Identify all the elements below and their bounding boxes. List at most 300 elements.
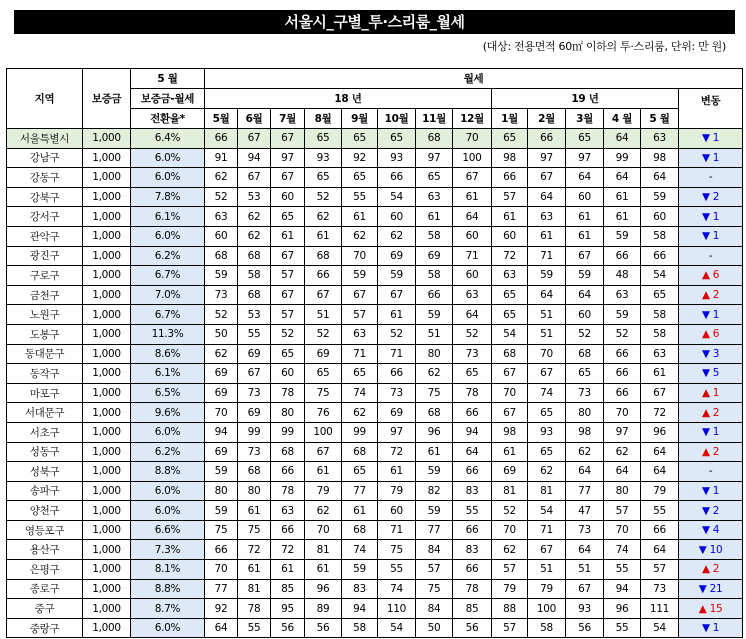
rent-cell: 76 <box>305 403 342 423</box>
conversion-rate-cell: 6.0% <box>131 481 205 501</box>
rent-cell: 67 <box>492 403 528 423</box>
rent-cell: 99 <box>604 148 641 168</box>
rent-cell: 62 <box>238 207 271 227</box>
rent-cell: 67 <box>271 285 305 305</box>
rent-cell: 98 <box>492 148 528 168</box>
rent-cell: 65 <box>305 364 342 384</box>
rent-cell: 94 <box>604 579 641 599</box>
rent-cell: 48 <box>604 266 641 286</box>
table-row <box>7 266 743 286</box>
deposit-cell: 1,000 <box>83 442 131 462</box>
rent-cell: 69 <box>378 246 416 266</box>
rent-cell: 62 <box>305 501 342 521</box>
change-cell: ▼ 2 <box>679 501 743 521</box>
rent-table <box>6 68 743 638</box>
rent-cell: 61 <box>566 226 604 246</box>
region-cell: 성동구 <box>7 442 83 462</box>
rent-cell: 58 <box>641 324 679 344</box>
rent-cell: 100 <box>453 148 492 168</box>
rent-cell: 81 <box>528 481 566 501</box>
rent-cell: 61 <box>238 560 271 580</box>
rent-cell: 52 <box>305 187 342 207</box>
rent-cell: 62 <box>238 226 271 246</box>
rent-cell: 59 <box>416 305 453 325</box>
rent-cell: 59 <box>342 266 378 286</box>
change-cell: ▼ 4 <box>679 520 743 540</box>
deposit-cell: 1,000 <box>83 579 131 599</box>
rent-cell: 67 <box>528 364 566 384</box>
change-cell: ▲ 1 <box>679 383 743 403</box>
conversion-rate-cell: 6.2% <box>131 442 205 462</box>
conversion-rate-cell: 6.0% <box>131 226 205 246</box>
rent-cell: 58 <box>416 266 453 286</box>
rent-cell: 70 <box>604 520 641 540</box>
rent-cell: 99 <box>238 422 271 442</box>
rent-cell: 72 <box>238 540 271 560</box>
deposit-cell: 1,000 <box>83 285 131 305</box>
rent-cell: 66 <box>604 344 641 364</box>
rent-cell: 62 <box>378 226 416 246</box>
rent-cell: 69 <box>238 403 271 423</box>
rent-cell: 79 <box>378 481 416 501</box>
rent-cell: 71 <box>378 520 416 540</box>
header-conv-bot: 전환율* <box>131 109 205 129</box>
rent-cell: 98 <box>566 422 604 442</box>
table-row <box>7 344 743 364</box>
rent-cell: 68 <box>305 246 342 266</box>
rent-cell: 52 <box>205 187 238 207</box>
rent-cell: 71 <box>378 344 416 364</box>
rent-cell: 54 <box>492 324 528 344</box>
region-cell: 금천구 <box>7 285 83 305</box>
table-row <box>7 540 743 560</box>
rent-cell: 58 <box>641 305 679 325</box>
rent-cell: 83 <box>453 481 492 501</box>
rent-cell: 67 <box>271 168 305 188</box>
header-conv-mid: 보증금-월세 <box>131 89 205 109</box>
deposit-cell: 1,000 <box>83 266 131 286</box>
rent-cell: 64 <box>641 442 679 462</box>
rent-cell: 62 <box>205 344 238 364</box>
rent-cell: 55 <box>604 560 641 580</box>
rent-cell: 88 <box>492 599 528 619</box>
conversion-rate-cell: 7.3% <box>131 540 205 560</box>
rent-cell: 93 <box>566 599 604 619</box>
rent-cell: 59 <box>342 560 378 580</box>
rent-cell: 64 <box>566 540 604 560</box>
conversion-rate-cell: 11.3% <box>131 324 205 344</box>
rent-cell: 64 <box>453 207 492 227</box>
rent-cell: 80 <box>238 481 271 501</box>
rent-cell: 60 <box>453 266 492 286</box>
change-cell: ▼ 1 <box>679 422 743 442</box>
change-cell: ▼ 3 <box>679 344 743 364</box>
rent-cell: 68 <box>271 442 305 462</box>
change-cell: ▼ 1 <box>679 207 743 227</box>
rent-cell: 61 <box>305 560 342 580</box>
table-row <box>7 462 743 482</box>
rent-cell: 84 <box>416 599 453 619</box>
rent-cell: 62 <box>342 226 378 246</box>
rent-cell: 64 <box>453 442 492 462</box>
rent-cell: 75 <box>238 520 271 540</box>
rent-cell: 66 <box>271 520 305 540</box>
table-row <box>7 285 743 305</box>
change-cell: ▼ 1 <box>679 305 743 325</box>
deposit-cell: 1,000 <box>83 422 131 442</box>
rent-cell: 77 <box>205 579 238 599</box>
page-title: 서울시_구별_투·스리룸_월세 <box>14 10 735 34</box>
header-month: 4 월 <box>604 109 641 129</box>
rent-cell: 63 <box>342 324 378 344</box>
rent-cell: 66 <box>453 520 492 540</box>
table-row <box>7 187 743 207</box>
rent-cell: 50 <box>416 618 453 638</box>
rent-cell: 68 <box>566 344 604 364</box>
table-row <box>7 501 743 521</box>
rent-cell: 66 <box>641 246 679 266</box>
rent-cell: 65 <box>342 462 378 482</box>
rent-cell: 67 <box>271 129 305 149</box>
rent-cell: 61 <box>378 462 416 482</box>
rent-cell: 54 <box>528 501 566 521</box>
rent-cell: 57 <box>416 560 453 580</box>
rent-cell: 70 <box>342 246 378 266</box>
rent-cell: 61 <box>604 187 641 207</box>
rent-cell: 66 <box>205 540 238 560</box>
conversion-rate-cell: 8.6% <box>131 344 205 364</box>
rent-cell: 58 <box>238 266 271 286</box>
rent-cell: 78 <box>271 383 305 403</box>
rent-cell: 61 <box>528 226 566 246</box>
rent-cell: 67 <box>238 168 271 188</box>
rent-cell: 66 <box>416 285 453 305</box>
rent-cell: 64 <box>566 462 604 482</box>
rent-cell: 55 <box>238 324 271 344</box>
rent-cell: 66 <box>453 403 492 423</box>
rent-cell: 57 <box>271 305 305 325</box>
rent-cell: 61 <box>271 226 305 246</box>
rent-cell: 52 <box>305 324 342 344</box>
rent-cell: 55 <box>378 560 416 580</box>
header-change: 변동 <box>679 89 743 129</box>
rent-cell: 79 <box>528 579 566 599</box>
table-row <box>7 618 743 638</box>
rent-cell: 66 <box>604 246 641 266</box>
rent-cell: 97 <box>378 422 416 442</box>
table-row <box>7 579 743 599</box>
change-cell: ▼ 1 <box>679 481 743 501</box>
header-year-18: 18 년 <box>205 89 492 109</box>
rent-cell: 67 <box>342 285 378 305</box>
rent-cell: 62 <box>492 540 528 560</box>
rent-cell: 57 <box>604 501 641 521</box>
rent-cell: 67 <box>641 383 679 403</box>
subtitle-note: (대상: 전용면적 60㎡ 이하의 투·스리룸, 단위: 만 원) <box>482 40 726 53</box>
table-row <box>7 403 743 423</box>
rent-cell: 65 <box>492 129 528 149</box>
rent-cell: 64 <box>641 168 679 188</box>
rent-cell: 52 <box>378 324 416 344</box>
rent-cell: 79 <box>305 481 342 501</box>
change-cell: ▼ 1 <box>679 129 743 149</box>
change-cell: ▲ 2 <box>679 285 743 305</box>
rent-cell: 61 <box>271 560 305 580</box>
region-cell: 용산구 <box>7 540 83 560</box>
rent-cell: 66 <box>492 168 528 188</box>
rent-cell: 96 <box>641 422 679 442</box>
region-cell: 서대문구 <box>7 403 83 423</box>
rent-cell: 68 <box>342 520 378 540</box>
rent-cell: 64 <box>528 285 566 305</box>
rent-cell: 71 <box>342 344 378 364</box>
table-row <box>7 599 743 619</box>
rent-cell: 67 <box>305 442 342 462</box>
rent-cell: 72 <box>271 540 305 560</box>
table-row <box>7 207 743 227</box>
region-cell: 구로구 <box>7 266 83 286</box>
header-deposit: 보증금 <box>83 69 131 129</box>
rent-cell: 54 <box>378 618 416 638</box>
rent-cell: 68 <box>238 462 271 482</box>
region-cell: 마포구 <box>7 383 83 403</box>
conversion-rate-cell: 6.7% <box>131 266 205 286</box>
header-rent: 월세 <box>205 69 743 89</box>
rent-cell: 55 <box>453 501 492 521</box>
deposit-cell: 1,000 <box>83 364 131 384</box>
rent-cell: 66 <box>453 462 492 482</box>
rent-cell: 64 <box>453 305 492 325</box>
rent-cell: 65 <box>641 285 679 305</box>
rent-cell: 52 <box>453 324 492 344</box>
conversion-rate-cell: 7.8% <box>131 187 205 207</box>
region-cell: 종로구 <box>7 579 83 599</box>
rent-cell: 57 <box>492 187 528 207</box>
rent-cell: 51 <box>528 305 566 325</box>
rent-cell: 73 <box>378 383 416 403</box>
rent-cell: 80 <box>271 403 305 423</box>
rent-cell: 68 <box>238 246 271 266</box>
rent-cell: 62 <box>342 403 378 423</box>
rent-cell: 65 <box>342 168 378 188</box>
rent-cell: 74 <box>604 540 641 560</box>
rent-cell: 74 <box>378 579 416 599</box>
rent-cell: 69 <box>378 403 416 423</box>
rent-cell: 69 <box>205 364 238 384</box>
table-row <box>7 383 743 403</box>
deposit-cell: 1,000 <box>83 246 131 266</box>
header-month: 1월 <box>492 109 528 129</box>
change-cell: - <box>679 246 743 266</box>
table-row <box>7 226 743 246</box>
rent-cell: 62 <box>604 442 641 462</box>
deposit-cell: 1,000 <box>83 344 131 364</box>
rent-cell: 59 <box>205 501 238 521</box>
rent-cell: 70 <box>528 344 566 364</box>
conversion-rate-cell: 6.0% <box>131 148 205 168</box>
rent-cell: 91 <box>205 148 238 168</box>
table-row <box>7 324 743 344</box>
rent-cell: 69 <box>416 246 453 266</box>
rent-cell: 59 <box>604 305 641 325</box>
table-row <box>7 305 743 325</box>
rent-cell: 97 <box>416 148 453 168</box>
change-cell: ▼ 1 <box>679 618 743 638</box>
rent-cell: 65 <box>453 364 492 384</box>
header-month: 5월 <box>205 109 238 129</box>
rent-cell: 73 <box>205 285 238 305</box>
rent-cell: 54 <box>641 618 679 638</box>
change-cell: - <box>679 462 743 482</box>
rent-cell: 58 <box>416 226 453 246</box>
rent-cell: 74 <box>528 383 566 403</box>
rent-cell: 63 <box>492 266 528 286</box>
change-cell: ▲ 6 <box>679 266 743 286</box>
conversion-rate-cell: 6.5% <box>131 383 205 403</box>
header-month: 5 월 <box>641 109 679 129</box>
rent-cell: 66 <box>305 266 342 286</box>
rent-cell: 59 <box>604 226 641 246</box>
rent-cell: 57 <box>271 266 305 286</box>
header-month: 7월 <box>271 109 305 129</box>
header-month: 2월 <box>528 109 566 129</box>
rent-cell: 51 <box>528 560 566 580</box>
table-row <box>7 168 743 188</box>
rent-cell: 99 <box>342 422 378 442</box>
rent-cell: 68 <box>416 129 453 149</box>
deposit-cell: 1,000 <box>83 618 131 638</box>
rent-cell: 84 <box>416 540 453 560</box>
rent-cell: 52 <box>604 324 641 344</box>
rent-cell: 51 <box>305 305 342 325</box>
rent-cell: 60 <box>492 226 528 246</box>
rent-cell: 67 <box>238 364 271 384</box>
rent-cell: 55 <box>604 618 641 638</box>
rent-cell: 57 <box>492 560 528 580</box>
rent-cell: 75 <box>205 520 238 540</box>
rent-cell: 74 <box>342 540 378 560</box>
rent-cell: 65 <box>492 285 528 305</box>
rent-cell: 65 <box>271 207 305 227</box>
rent-cell: 66 <box>271 462 305 482</box>
region-cell: 은평구 <box>7 560 83 580</box>
rent-cell: 54 <box>641 266 679 286</box>
conversion-rate-cell: 6.2% <box>131 246 205 266</box>
rent-cell: 65 <box>566 364 604 384</box>
deposit-cell: 1,000 <box>83 324 131 344</box>
rent-cell: 68 <box>342 442 378 462</box>
rent-cell: 85 <box>271 579 305 599</box>
change-cell: ▲ 6 <box>679 324 743 344</box>
rent-cell: 93 <box>528 422 566 442</box>
rent-cell: 82 <box>416 481 453 501</box>
rent-cell: 70 <box>492 520 528 540</box>
rent-cell: 70 <box>453 129 492 149</box>
conversion-rate-cell: 8.1% <box>131 560 205 580</box>
rent-cell: 67 <box>378 285 416 305</box>
rent-cell: 61 <box>492 207 528 227</box>
region-cell: 강북구 <box>7 187 83 207</box>
rent-cell: 78 <box>238 599 271 619</box>
rent-cell: 111 <box>641 599 679 619</box>
region-cell: 중랑구 <box>7 618 83 638</box>
rent-cell: 60 <box>271 364 305 384</box>
rent-cell: 78 <box>271 481 305 501</box>
rent-cell: 75 <box>378 540 416 560</box>
conversion-rate-cell: 8.7% <box>131 599 205 619</box>
rent-cell: 65 <box>378 129 416 149</box>
rent-cell: 64 <box>566 168 604 188</box>
change-cell: ▲ 2 <box>679 403 743 423</box>
deposit-cell: 1,000 <box>83 305 131 325</box>
rent-cell: 51 <box>416 324 453 344</box>
rent-cell: 57 <box>492 618 528 638</box>
rent-cell: 54 <box>378 187 416 207</box>
conversion-rate-cell: 6.0% <box>131 501 205 521</box>
conversion-rate-cell: 6.6% <box>131 520 205 540</box>
rent-cell: 59 <box>416 462 453 482</box>
rent-cell: 69 <box>205 383 238 403</box>
rent-cell: 64 <box>566 285 604 305</box>
conversion-rate-cell: 6.7% <box>131 305 205 325</box>
header-month: 3월 <box>566 109 604 129</box>
rent-cell: 68 <box>492 344 528 364</box>
rent-cell: 72 <box>378 442 416 462</box>
region-cell: 서울특별시 <box>7 129 83 149</box>
rent-cell: 80 <box>205 481 238 501</box>
rent-cell: 94 <box>453 422 492 442</box>
change-cell: ▼ 5 <box>679 364 743 384</box>
deposit-cell: 1,000 <box>83 187 131 207</box>
rent-cell: 66 <box>528 129 566 149</box>
rent-cell: 93 <box>378 148 416 168</box>
region-cell: 양천구 <box>7 501 83 521</box>
rent-cell: 61 <box>238 501 271 521</box>
rent-cell: 66 <box>604 364 641 384</box>
rent-cell: 99 <box>271 422 305 442</box>
rent-cell: 65 <box>492 305 528 325</box>
rent-cell: 55 <box>641 501 679 521</box>
rent-cell: 80 <box>604 481 641 501</box>
rent-cell: 110 <box>378 599 416 619</box>
header-month: 10월 <box>378 109 416 129</box>
rent-cell: 52 <box>566 324 604 344</box>
rent-cell: 60 <box>453 226 492 246</box>
rent-cell: 59 <box>566 266 604 286</box>
rent-cell: 96 <box>305 579 342 599</box>
rent-cell: 92 <box>342 148 378 168</box>
rent-cell: 68 <box>205 246 238 266</box>
rent-cell: 81 <box>238 579 271 599</box>
rent-cell: 75 <box>416 579 453 599</box>
deposit-cell: 1,000 <box>83 168 131 188</box>
region-cell: 노원구 <box>7 305 83 325</box>
rent-cell: 70 <box>604 403 641 423</box>
rent-cell: 73 <box>566 383 604 403</box>
deposit-cell: 1,000 <box>83 403 131 423</box>
conversion-rate-cell: 7.0% <box>131 285 205 305</box>
rent-cell: 85 <box>453 599 492 619</box>
deposit-cell: 1,000 <box>83 383 131 403</box>
rent-cell: 100 <box>305 422 342 442</box>
rent-cell: 66 <box>378 364 416 384</box>
rent-cell: 65 <box>305 129 342 149</box>
rent-cell: 60 <box>641 207 679 227</box>
region-cell: 강동구 <box>7 168 83 188</box>
rent-cell: 64 <box>641 462 679 482</box>
rent-cell: 68 <box>416 403 453 423</box>
rent-cell: 67 <box>566 246 604 266</box>
